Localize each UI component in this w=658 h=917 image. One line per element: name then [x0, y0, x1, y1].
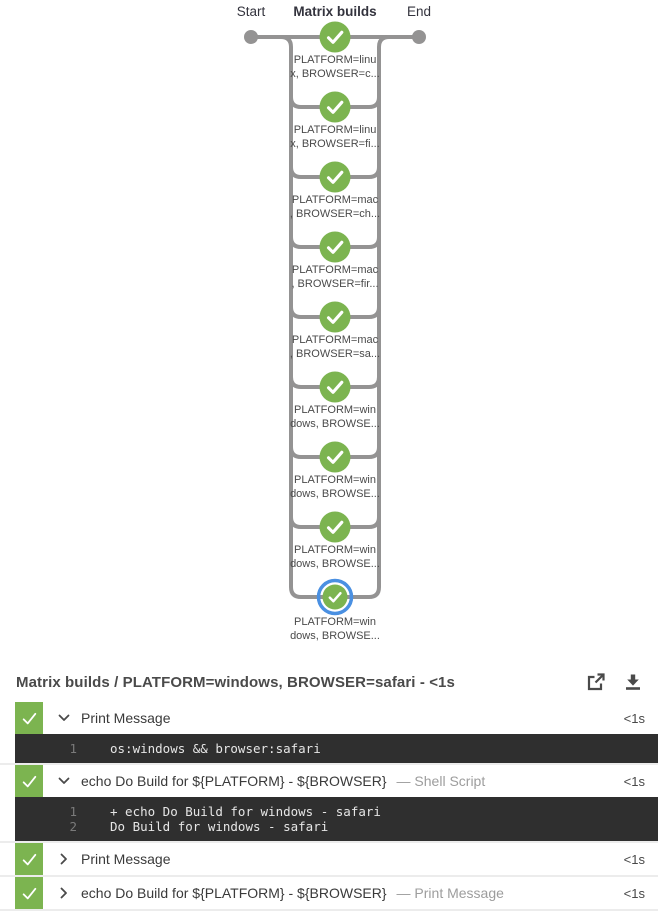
log-panel-actions: [585, 671, 644, 693]
chevron-down-icon[interactable]: [56, 773, 72, 789]
matrix-node-label[interactable]: PLATFORM=win dows, BROWSE...: [290, 544, 380, 570]
step-label: Print Message: [81, 851, 171, 867]
matrix-node-selected[interactable]: [319, 581, 352, 614]
node-circle-success: [320, 512, 351, 543]
check-icon: [21, 851, 38, 868]
console-log-text: os:windows && browser:safari: [110, 741, 321, 756]
check-icon: [21, 710, 38, 727]
console-output: [15, 797, 658, 841]
step-label: echo Do Build for ${PLATFORM} - ${BROWSER}: [81, 773, 387, 789]
matrix-node[interactable]: [320, 512, 351, 543]
matrix-node[interactable]: [320, 372, 351, 403]
matrix-node-label[interactable]: PLATFORM=mac , BROWSER=fir...: [291, 264, 379, 290]
open-in-new-tab-button[interactable]: [585, 671, 607, 693]
check-icon: [21, 885, 38, 902]
console-line-number[interactable]: 1: [69, 804, 77, 819]
matrix-node-label[interactable]: PLATFORM=linu x, BROWSER=c...: [290, 54, 380, 80]
node-circle-success: [320, 442, 351, 473]
node-circle-success: [320, 162, 351, 193]
step-row: [0, 843, 658, 877]
matrix-node-label[interactable]: PLATFORM=mac , BROWSER=ch...: [289, 194, 381, 220]
matrix-node[interactable]: [320, 232, 351, 263]
step-status-success: [15, 702, 43, 734]
matrix-node[interactable]: [320, 92, 351, 123]
chevron-right-icon[interactable]: [56, 851, 72, 867]
matrix-node-label[interactable]: PLATFORM=win dows, BROWSE...: [290, 616, 380, 642]
open-in-new-tab-icon: [585, 671, 607, 693]
node-circle-success: [323, 585, 348, 610]
console-line-number[interactable]: 2: [69, 819, 77, 834]
node-circle-success: [320, 92, 351, 123]
download-icon: [622, 671, 644, 693]
step-header[interactable]: [0, 877, 658, 909]
console-line-number[interactable]: 1: [69, 741, 77, 756]
console-line: [15, 804, 658, 819]
step-status-success: [15, 843, 43, 875]
step-duration: <1s: [623, 773, 645, 789]
matrix-node[interactable]: [320, 442, 351, 473]
matrix-node[interactable]: [320, 302, 351, 333]
check-icon: [21, 773, 38, 790]
step-duration: <1s: [623, 885, 645, 901]
node-circle-success: [320, 302, 351, 333]
chevron-down-icon[interactable]: [56, 710, 72, 726]
log-panel-header: [0, 655, 658, 702]
step-type-label: — Print Message: [396, 885, 504, 901]
step-duration: <1s: [623, 851, 645, 867]
console-log-text: Do Build for windows - safari: [110, 819, 329, 834]
matrix-node[interactable]: [320, 22, 351, 53]
step-header[interactable]: [0, 765, 658, 797]
stage-label-end: End: [406, 4, 432, 19]
matrix-node-label[interactable]: PLATFORM=linu x, BROWSER=fi...: [290, 124, 380, 150]
step-label: Print Message: [81, 710, 171, 726]
step-status-success: [15, 765, 43, 797]
step-row: [0, 877, 658, 911]
step-header[interactable]: [0, 702, 658, 734]
step-label: echo Do Build for ${PLATFORM} - ${BROWSER}: [81, 885, 387, 901]
log-panel-title: Matrix builds / PLATFORM=windows, BROWSER=safari - <1s: [16, 673, 455, 691]
console-line: [15, 819, 658, 834]
node-circle-success: [320, 22, 351, 53]
stage-label-matrix-builds: Matrix builds: [293, 4, 377, 19]
end-node-dot: [412, 30, 426, 44]
node-circle-success: [320, 232, 351, 263]
step-duration: <1s: [623, 710, 645, 726]
start-node-dot: [244, 30, 258, 44]
stage-label-start: Start: [236, 4, 266, 19]
step-type-label: — Shell Script: [396, 773, 486, 789]
matrix-node-label[interactable]: PLATFORM=mac , BROWSER=sa...: [289, 334, 381, 360]
matrix-node-label[interactable]: PLATFORM=win dows, BROWSE...: [290, 404, 380, 430]
steps-list: [0, 702, 658, 911]
step-header[interactable]: [0, 843, 658, 875]
step-status-success: [15, 877, 43, 909]
download-logs-button[interactable]: [622, 671, 644, 693]
console-line: [15, 741, 658, 756]
step-row: [0, 702, 658, 765]
matrix-node[interactable]: [320, 162, 351, 193]
chevron-right-icon[interactable]: [56, 885, 72, 901]
step-row: [0, 765, 658, 843]
matrix-node-label[interactable]: PLATFORM=win dows, BROWSE...: [290, 474, 380, 500]
node-circle-success: [320, 372, 351, 403]
console-log-text: + echo Do Build for windows - safari: [110, 804, 381, 819]
console-output: [15, 734, 658, 763]
